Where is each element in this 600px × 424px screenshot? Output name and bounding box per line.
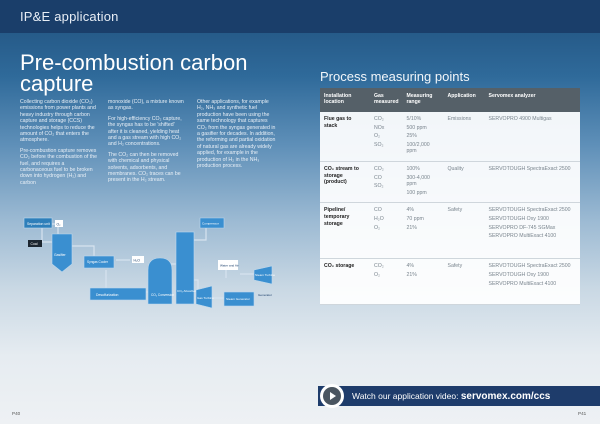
co2-absorber-column [176,232,197,304]
process-diagram [20,200,284,326]
gas-value: CO₂ [374,263,384,270]
table-header-row [320,88,580,112]
location-cell: Pipeline/ temporary storage [320,203,370,259]
gas-value: CO₂ [374,116,384,122]
gas-value: O₂ [374,271,381,278]
range-value: 100/2,000 ppm [406,141,430,155]
gas-cell [370,259,403,305]
generator-label: Generator [258,293,272,297]
range-value: 500 ppm [406,124,427,131]
analyzer-value: SERVOTOUGH SpectraExact 2500 [488,165,571,172]
separation-unit-label: Separation unit [27,222,50,226]
body-paragraph: The CO₂ can then be removed with chemical and physical solvents, adsorbents, and membranes. CO₂ traces can be present in the H₂ stream. [108,151,181,184]
co2-conversion-vessel [148,258,175,304]
compressor-label: Compressor [202,221,219,226]
desulfurization-label: Desulfurization [96,293,119,297]
analyzer-value: SERVOTOUGH Oxy 1900 [488,215,549,222]
range-cell [403,161,444,202]
range-value: 70 ppm [406,215,424,222]
o2-label: O₂ [56,222,61,227]
range-value: 100% [406,165,420,172]
video-link[interactable] [352,391,550,402]
range-cell [403,203,444,259]
analyzer-cell [485,112,580,161]
analyzer-value: SERVOPRO MultiExact 4100 [488,280,557,287]
body-paragraph: Other applications, for example H₂, NH₃ and synthetic fuel production have been using the same technology that captures CO₂ from the syngas generated in a gasifier for decades. In addition, the reforming and partial oxidation of natural gas are already widely applied, for example in the production of H₂ in the NH₃ production process. [197,99,276,170]
gas-cell [370,161,403,202]
play-button[interactable] [320,384,344,408]
gas-turbine-label: Gas Turbine [197,296,214,300]
table-row [320,161,580,202]
table-row [320,259,580,305]
range-value: 100 ppm [406,189,427,196]
table-header-cell: Installation location [320,88,370,112]
location-cell: CO₂ storage [320,259,370,305]
play-icon [330,392,336,400]
analyzer-value: SERVOTOUGH Oxy 1900 [488,271,549,278]
measuring-points-table [320,88,580,305]
gas-value: H₂O [374,215,384,222]
co2-absorber-label: CO₂ Absorber [177,289,197,293]
table-row [320,112,580,161]
table-header-cell: Gas measured [370,88,403,112]
analyzer-cell [485,203,580,259]
gas-value: SO₂ [374,183,384,190]
gas-value: CO [374,207,382,214]
gasifier-label: Gasifier [54,253,66,257]
body-paragraph: For high-efficiency CO₂ capture, the syngas has to be 'shifted' after it is cleaned, yielding heat and a gas stream with high CO₂ and H₂ concentrations. [108,115,182,148]
page-title: Pre-combustion carbon capture [20,50,248,96]
range-value: 5/10% [406,116,422,122]
coal-label: Coal [30,242,38,246]
section-title: Process measuring points [320,69,470,84]
syngas-cooler-label: Syngas Cooler [87,260,108,264]
body-column-2 [108,99,186,188]
range-cell [403,259,444,305]
analyzer-value: SERVOPRO 4900 Multigas [488,116,552,122]
gas-value: CO [374,174,382,181]
gas-value: CO₂ [374,165,384,172]
gas-value: O₂ [374,133,381,140]
analyzer-value: SERVOTOUGH SpectraExact 2500 [488,207,571,214]
steam-generator-label: Steam Generator [226,297,250,301]
page-number-left: P40 [12,411,21,416]
table-header-cell: Measuring range [403,88,444,112]
analyzer-cell [485,259,580,305]
water-air-label: Water and Air [220,263,239,268]
body-column-3 [197,99,277,173]
analyzer-value: SERVOTOUGH SpectraExact 2500 [488,263,571,270]
range-cell [403,112,444,161]
analyzer-cell [485,161,580,202]
range-value: 4% [406,207,415,214]
range-value: 21% [406,271,417,278]
gas-cell [370,203,403,259]
body-paragraph: Pre-combustion capture removes CO₂ before the combustion of the fuel, and requires a carbonaceous fuel to be broken down into hydrogen (H₂) and carbon [20,147,97,186]
page-number-right: P41 [578,411,587,416]
application-cell: Emissions [444,112,485,161]
table-row [320,203,580,259]
play-button-inner [323,387,341,405]
table-header-cell: Application [444,88,485,112]
application-cell: Quality [444,161,485,202]
gas-value: SO₂ [374,141,384,148]
body-column-1 [20,99,98,190]
analyzer-value: SERVOPRO MultiExact 4100 [488,233,557,240]
video-url[interactable]: servomex.com/ccs [460,391,551,402]
range-value: 25% [406,133,417,140]
table-header-cell: Servomex analyzer [485,88,580,112]
application-cell: Safety [444,203,485,259]
header-title: IP&E application [20,9,119,24]
range-value: 21% [406,224,417,231]
location-cell: Flue gas to stack [320,112,370,161]
application-cell: Safety [444,259,485,305]
gas-cell [370,112,403,161]
analyzer-value: SERVOPRO DF-745 SGMax [488,224,556,231]
video-label: Watch our application video: [352,391,459,401]
body-paragraph: monoxide (CO), a mixture known as syngas. [108,99,184,112]
range-value: 300-4,000 ppm [406,174,430,188]
co2-conversion-label: CO₂ Conversion [151,293,175,297]
gas-value: NOx [374,124,385,131]
range-value: 4% [406,263,415,270]
header-bar [0,0,600,33]
location-cell: CO₂ stream to storage (product) [320,161,370,202]
steam-turbine-label: Steam Turbine [255,273,276,277]
body-paragraph: Collecting carbon dioxide (CO₂) emissions from power plants and heavy industry through carbon capture and storage (CCS) technologies helps to reduce the amount of CO₂ that enters the atmosphere. [20,99,96,144]
gas-value: O₂ [374,224,381,231]
h2o-label: H₂O [133,258,140,263]
